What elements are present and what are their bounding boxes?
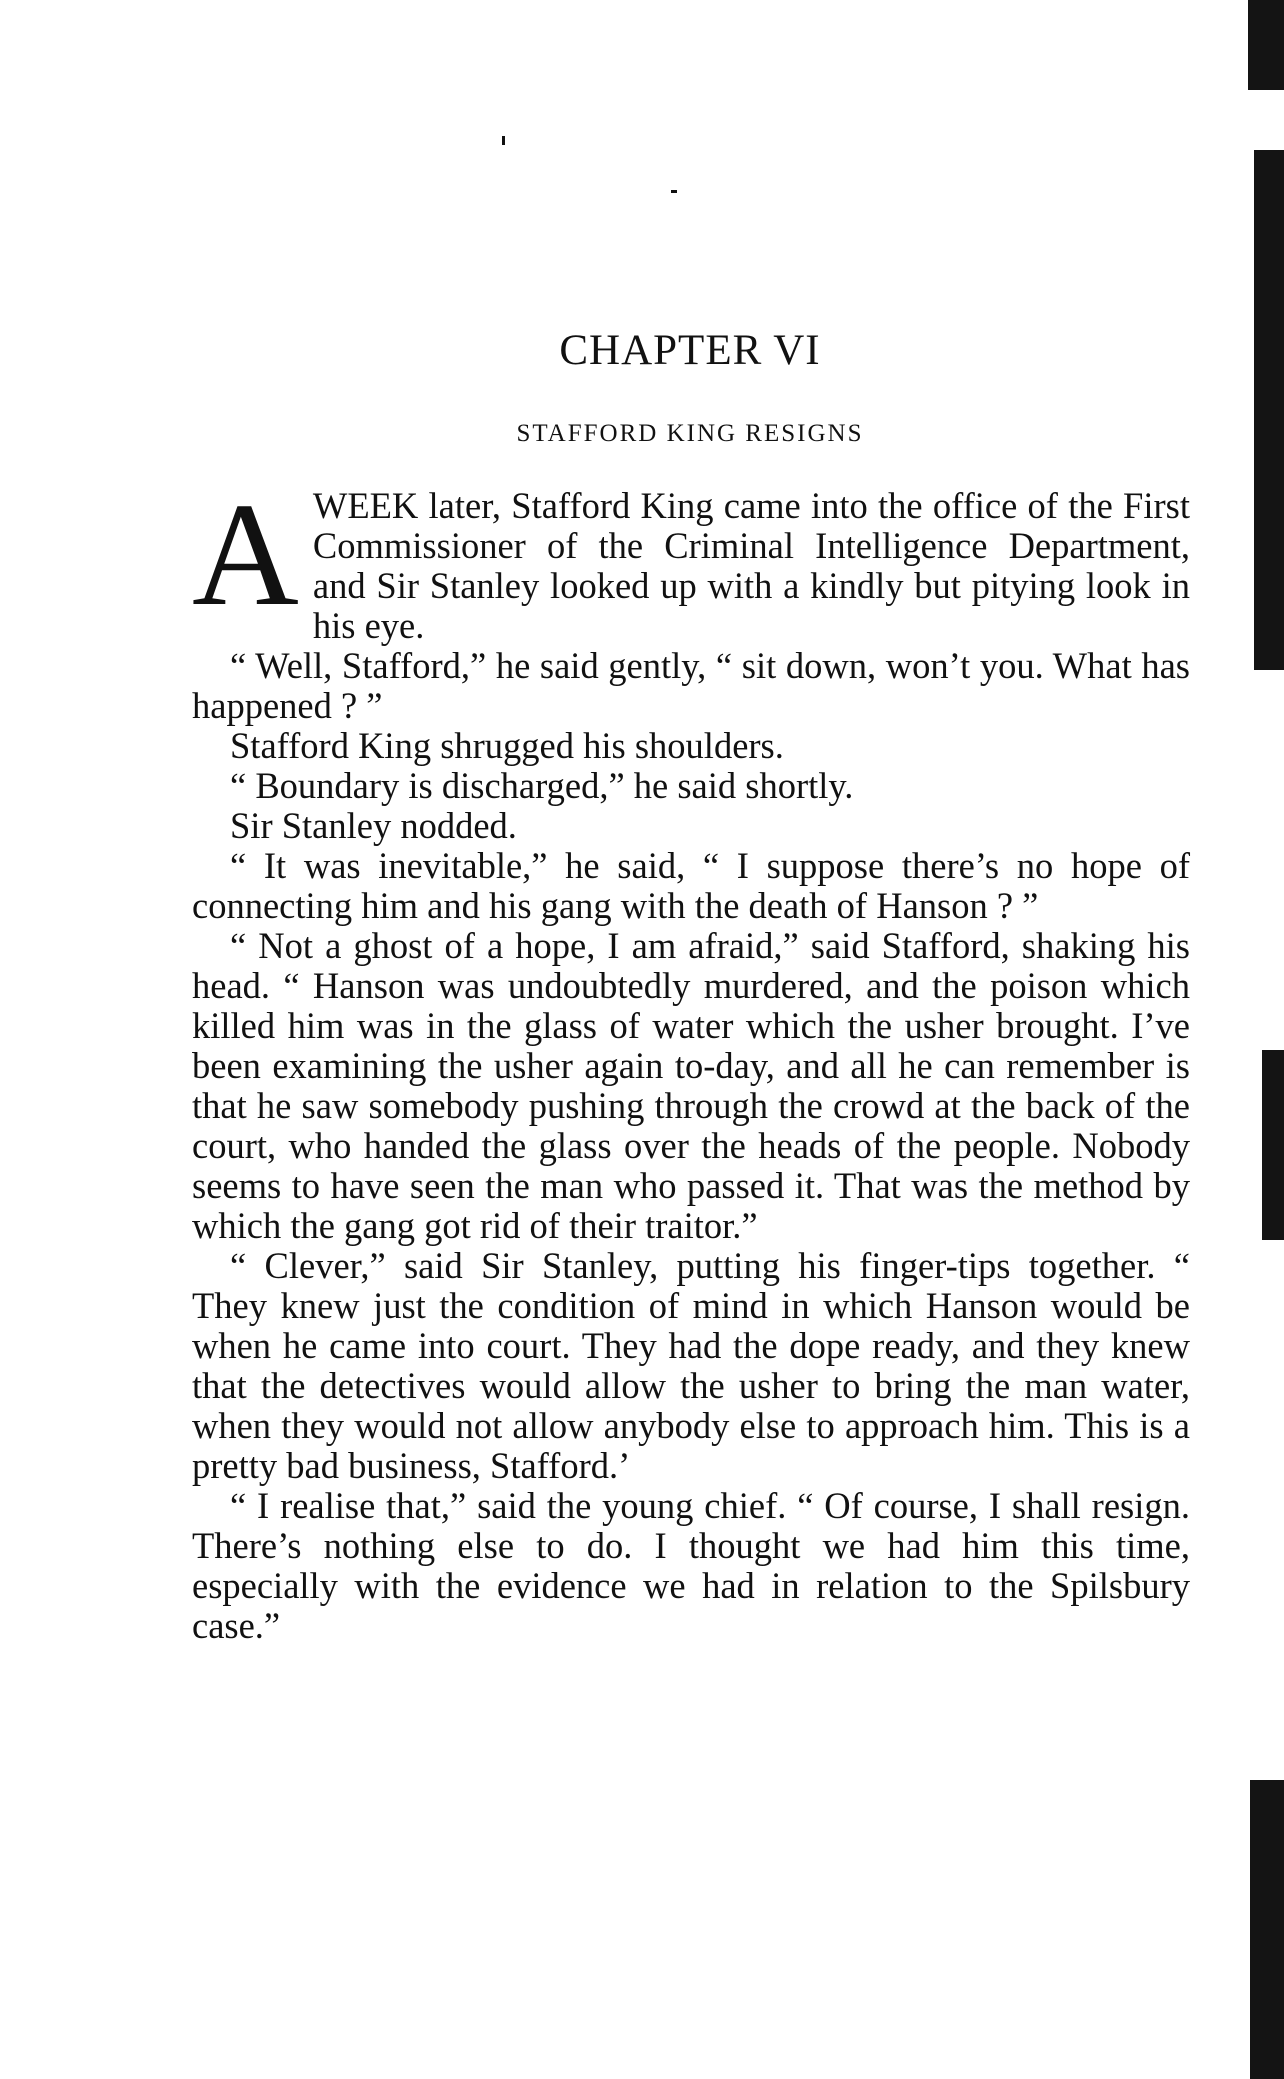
paragraph: “ I realise that,” said the young chief. “ Of course, I shall resign. There’s nothing else to do. I thought we had him this time, especially with the evidence we had in relation to the Spilsbury case.” bbox=[192, 1485, 1190, 1646]
drop-cap: A bbox=[192, 473, 299, 637]
paragraph: “ Boundary is discharged,” he said shortly. bbox=[230, 765, 854, 806]
stray-ink-mark bbox=[502, 136, 505, 145]
paragraph: “ Well, Stafford,” he said gently, “ sit down, won’t you. What has happened ? ” bbox=[192, 645, 1190, 726]
paragraph: “ Not a ghost of a hope, I am afraid,” said Stafford, shaking his head. “ Hanson was undoubtedly murdered, and the poison which killed him was in the glass of water which the usher brought. I’ve been examining the usher again to-day, and all he can remember is that he saw somebody pushing through the crowd at the back of the court, who handed the glass over the heads of the people. Nobody seems to have seen the man who passed it. That was the method by which the gang got rid of their traitor.” bbox=[192, 925, 1190, 1246]
paragraph bbox=[192, 473, 1190, 646]
page-edge-shadow bbox=[1248, 0, 1284, 90]
stray-ink-mark bbox=[671, 190, 677, 193]
page-edge-shadow bbox=[1250, 1780, 1284, 2079]
chapter-subtitle: STAFFORD KING RESIGNS bbox=[516, 420, 864, 447]
paragraph: Sir Stanley nodded. bbox=[230, 805, 517, 846]
page-edge-shadow bbox=[1262, 1050, 1284, 1240]
paragraph: Stafford King shrugged his shoulders. bbox=[230, 725, 784, 766]
chapter-body bbox=[192, 473, 1190, 1646]
page-edge-shadow bbox=[1254, 150, 1284, 670]
chapter-title: CHAPTER VI bbox=[559, 327, 821, 374]
paragraph: “ Clever,” said Sir Stanley, putting his finger-tips together. “ They knew just the condition of mind in which Hanson would be when he came into court. They had the dope ready, and they knew that the detectives would allow the usher to bring the man water, when they would not allow anybody else to approach him. This is a pretty bad business, Stafford.’ bbox=[192, 1245, 1190, 1486]
paragraph-text: WEEK later, Stafford King came into the office of the First Commissioner of the Criminal Intelligence Department, and Sir Stanley looked up with a kindly but pitying look in his eye. bbox=[312, 485, 1190, 646]
paragraph: “ It was inevitable,” he said, “ I suppose there’s no hope of connecting him and his gang with the death of Hanson ? ” bbox=[192, 845, 1190, 926]
